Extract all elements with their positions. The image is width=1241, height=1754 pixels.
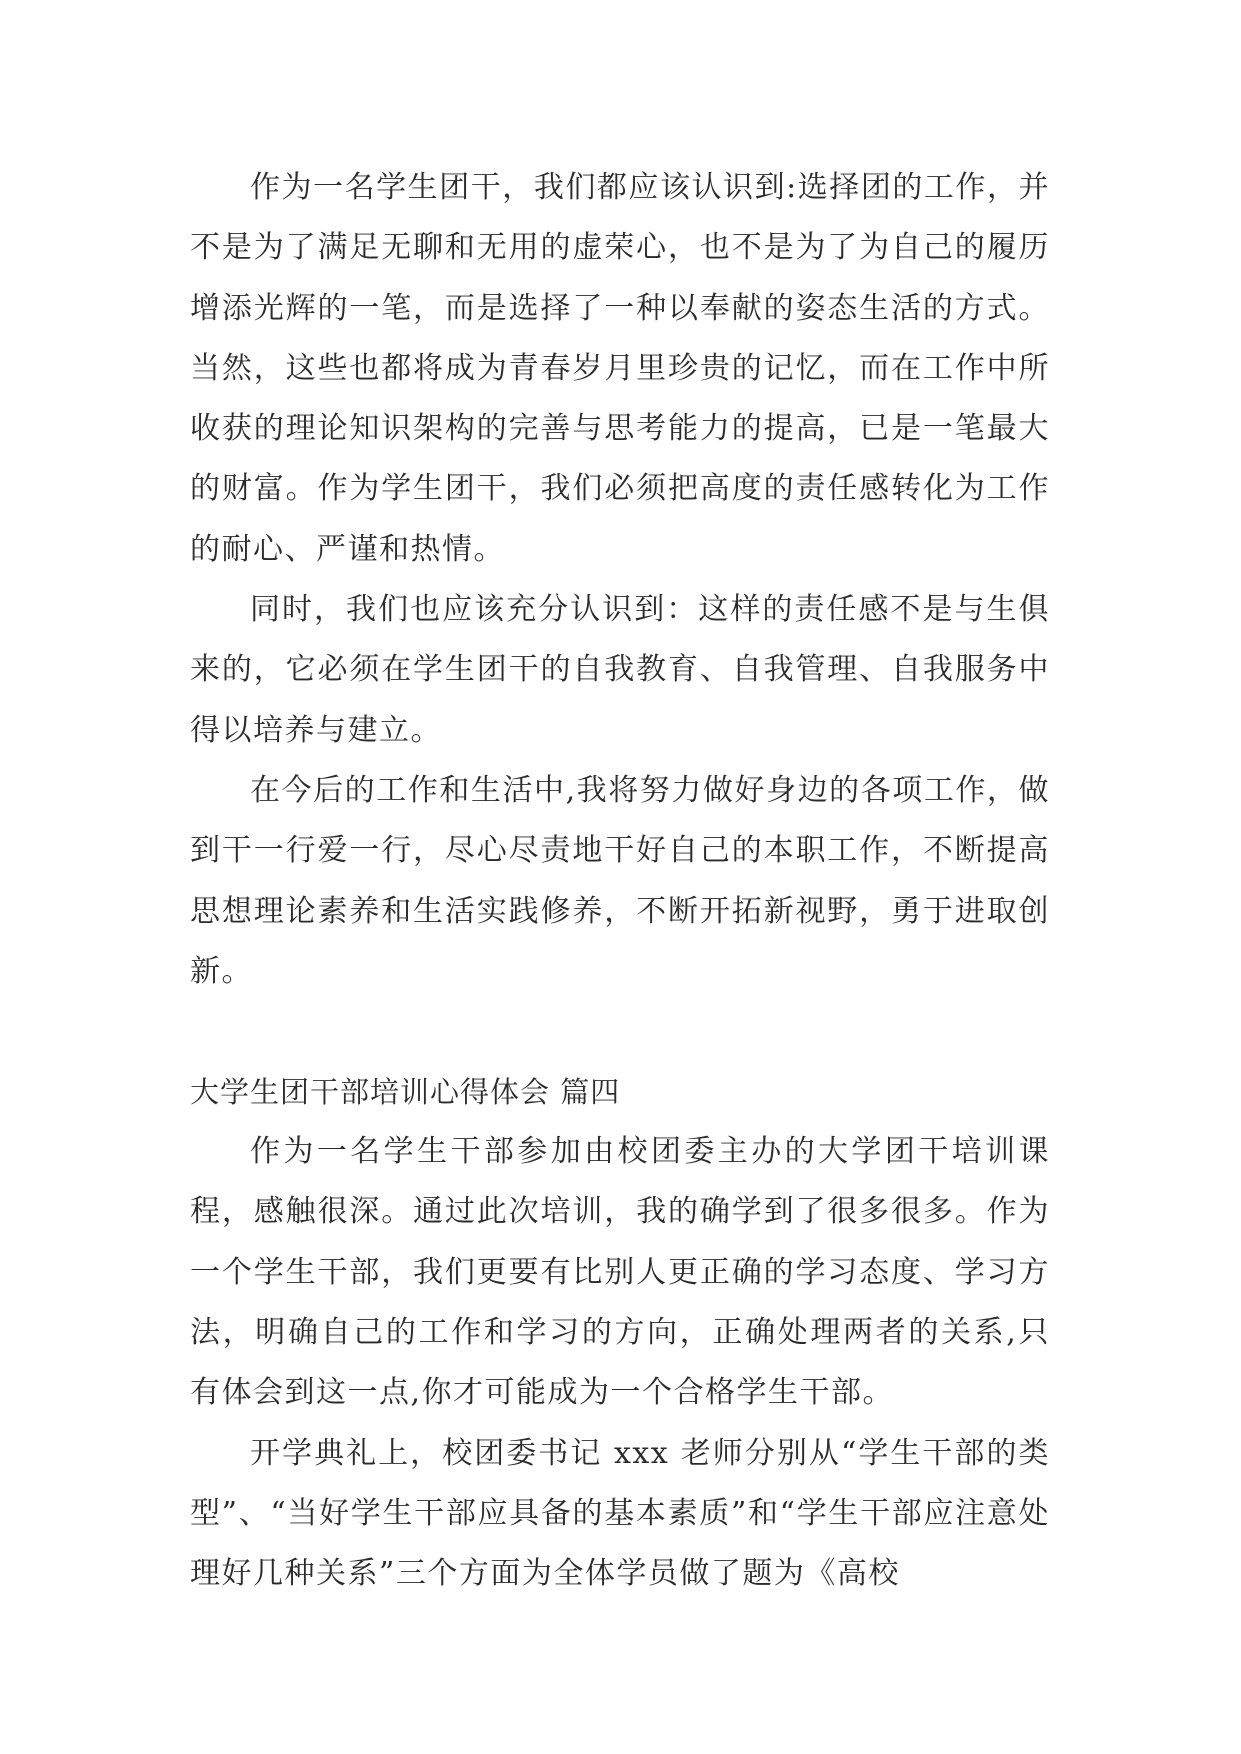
- section-title: 大学生团干部培训心得体会 篇四: [190, 1075, 621, 1110]
- document-body: [190, 158, 1050, 1605]
- paragraph: 作为一名学生团干，我们都应该认识到:选择团的工作，并不是为了满足无聊和无用的虚荣心，也不是为了为自己的履历增添光辉的一笔，而是选择了一种以奉献的姿态生活的方式。当然，这些也都将成为青春岁月里珍贵的记忆，而在工作中所收获的理论知识架构的完善与思考能力的提高，已是一笔最大的财富。作为学生团干，我们必须把高度的责任感转化为工作的耐心、严谨和热情。: [190, 170, 1050, 567]
- paragraph: 在今后的工作和生活中,我将努力做好身边的各项工作，做到干一行爱一行，尽心尽责地干好自己的本职工作，不断提高思想理论素养和生活实践修养，不断开拓新视野，勇于进取创新。: [190, 772, 1050, 989]
- paragraph: 作为一名学生干部参加由校团委主办的大学团干培训课程，感触很深。通过此次培训，我的确学到了很多很多。作为一个学生干部，我们更要有比别人更正确的学习态度、学习方法，明确自己的工作和学习的方向，正确处理两者的关系,只有体会到这一点,你才可能成为一个合格学生干部。: [190, 1134, 1050, 1411]
- paragraph: 同时，我们也应该充分认识到：这样的责任感不是与生俱来的，它必须在学生团干的自我教育、自我管理、自我服务中得以培养与建立。: [190, 592, 1050, 748]
- section-spacer: [190, 1002, 1050, 1062]
- paragraph: 开学典礼上，校团委书记 xxx 老师分别从“学生干部的类型”、“当好学生干部应具备的基本素质”和“学生干部应注意处理好几种关系”三个方面为全体学员做了题为《高校: [190, 1435, 1050, 1592]
